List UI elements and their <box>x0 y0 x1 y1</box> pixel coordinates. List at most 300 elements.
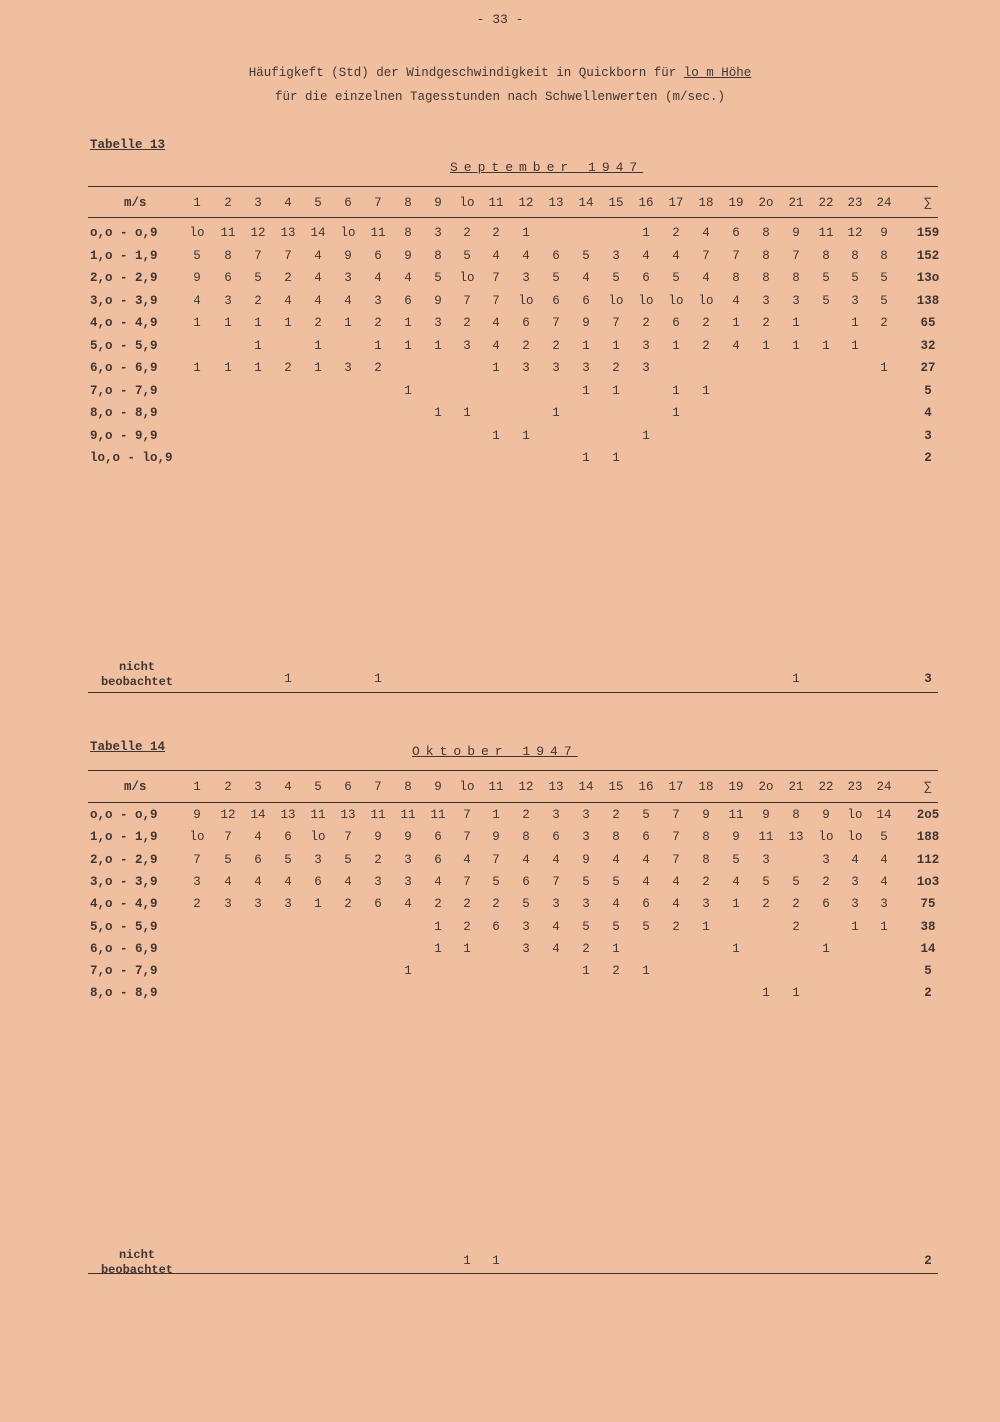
row-sum-cell: 2 <box>924 986 932 1000</box>
table-cell: 2 <box>612 361 620 375</box>
heading-height-emphasis: lo m Höhe <box>683 66 752 80</box>
row-sum-cell: 75 <box>920 897 936 911</box>
table-cell: 3 <box>642 361 650 375</box>
table-cell: 2 <box>880 316 888 330</box>
speed-class-label: 5,o - 5,9 <box>90 920 158 934</box>
table-cell: 8 <box>822 249 830 263</box>
table-cell: 1 <box>642 429 650 443</box>
table-cell: 14 <box>876 808 892 822</box>
page-number: - 33 - <box>476 12 524 27</box>
table-cell: 1 <box>642 964 650 978</box>
table-cell: 1 <box>612 339 620 353</box>
row-sum-cell: 152 <box>916 249 940 263</box>
table-cell: 13 <box>280 808 296 822</box>
table-cell: 9 <box>492 830 500 844</box>
table-cell: 4 <box>314 249 322 263</box>
speed-class-label: 7,o - 7,9 <box>90 384 158 398</box>
table-cell: 3 <box>642 339 650 353</box>
table-cell: 5 <box>492 875 500 889</box>
table-cell: 1 <box>522 226 530 240</box>
table-cell: 1 <box>642 226 650 240</box>
table-cell: lo <box>608 294 624 308</box>
hour-column-header: 18 <box>698 780 714 794</box>
table-cell: 1 <box>582 339 590 353</box>
hour-column-header: 19 <box>728 196 744 210</box>
hour-column-header: 14 <box>578 196 594 210</box>
table-cell: 1 <box>762 339 770 353</box>
table-cell: 2 <box>672 226 680 240</box>
table-cell: 2 <box>463 897 471 911</box>
table-cell: 1 <box>254 316 262 330</box>
table-cell: 1 <box>612 451 620 465</box>
table-cell: 4 <box>880 875 888 889</box>
table-cell: 2 <box>702 339 710 353</box>
table-cell: 4 <box>672 249 680 263</box>
table-cell: lo <box>818 830 834 844</box>
hour-column-header: 14 <box>578 780 594 794</box>
table-cell: 1 <box>463 942 471 956</box>
table-cell: 1 <box>193 316 201 330</box>
table-cell: 3 <box>552 808 560 822</box>
table-cell: 1 <box>851 920 859 934</box>
table-cell: 3 <box>822 853 830 867</box>
table-cell: 3 <box>522 920 530 934</box>
table-cell: 1 <box>374 339 382 353</box>
table-cell: 8 <box>612 830 620 844</box>
table-cell: 2 <box>463 226 471 240</box>
table-cell: 4 <box>552 920 560 934</box>
hour-column-header: 7 <box>374 196 382 210</box>
table-cell: 2 <box>284 271 292 285</box>
not-observed-cell: 1 <box>374 672 382 686</box>
table-13-top-rule <box>88 186 938 187</box>
table-cell: 1 <box>880 920 888 934</box>
hour-column-header: 24 <box>876 196 892 210</box>
table-cell: 4 <box>404 271 412 285</box>
table-cell: 4 <box>552 942 560 956</box>
table-cell: 11 <box>310 808 326 822</box>
table-cell: 2 <box>374 853 382 867</box>
table-cell: 1 <box>434 920 442 934</box>
table-cell: 2 <box>254 294 262 308</box>
table-cell: 5 <box>642 808 650 822</box>
table-cell: 1 <box>612 942 620 956</box>
table-cell: 9 <box>822 808 830 822</box>
table-cell: 7 <box>672 808 680 822</box>
table-cell: 9 <box>792 226 800 240</box>
table-cell: 4 <box>851 853 859 867</box>
row-sum-cell: 13o <box>916 271 940 285</box>
table-cell: 2 <box>672 920 680 934</box>
not-observed-cell: 1 <box>463 1254 471 1268</box>
table-cell: 8 <box>762 226 770 240</box>
not-observed-label-line-2: beobachtet <box>100 1263 173 1277</box>
table-cell: 3 <box>582 808 590 822</box>
table-cell: 1 <box>492 361 500 375</box>
table-cell: 9 <box>344 249 352 263</box>
hour-column-header: 8 <box>404 196 412 210</box>
table-cell: 2 <box>612 808 620 822</box>
not-observed-label <box>92 660 182 690</box>
table-cell: 4 <box>284 294 292 308</box>
heading-line-1-text: Häufigkeft (Std) der Windgeschwindigkeit in Quickborn für <box>248 66 677 80</box>
table-cell: 8 <box>762 271 770 285</box>
table-cell: lo <box>668 294 684 308</box>
hour-column-header: 11 <box>488 196 504 210</box>
table-cell: 1 <box>672 406 680 420</box>
table-cell: 4 <box>434 875 442 889</box>
table-cell: 1 <box>792 986 800 1000</box>
table-cell: 2 <box>374 361 382 375</box>
table-cell: 3 <box>522 271 530 285</box>
row-sum-cell: 2 <box>924 451 932 465</box>
table-cell: 5 <box>612 875 620 889</box>
table-13-month: September 1947 <box>450 160 644 175</box>
table-cell: 8 <box>880 249 888 263</box>
table-13-header-rule <box>88 217 938 218</box>
table-cell: 11 <box>370 808 386 822</box>
hour-column-header: 6 <box>344 780 352 794</box>
table-cell: 4 <box>612 853 620 867</box>
table-cell: 9 <box>732 830 740 844</box>
hour-column-header: 4 <box>284 196 292 210</box>
table-cell: 1 <box>822 942 830 956</box>
table-cell: 2 <box>284 361 292 375</box>
table-cell: 5 <box>822 271 830 285</box>
table-cell: 6 <box>434 853 442 867</box>
table-cell: 7 <box>344 830 352 844</box>
table-cell: 11 <box>430 808 446 822</box>
table-cell: 1 <box>672 339 680 353</box>
hour-column-header: 3 <box>254 780 262 794</box>
table-cell: 5 <box>522 897 530 911</box>
speed-class-label: 7,o - 7,9 <box>90 964 158 978</box>
hour-column-header: 1 <box>193 780 201 794</box>
table-cell: 9 <box>880 226 888 240</box>
table-cell: 6 <box>254 853 262 867</box>
table-cell: 8 <box>522 830 530 844</box>
table-cell: 7 <box>612 316 620 330</box>
table-cell: 11 <box>220 226 236 240</box>
row-sum-cell: 188 <box>916 830 940 844</box>
speed-class-label: 8,o - 8,9 <box>90 406 158 420</box>
table-cell: 1 <box>314 897 322 911</box>
speed-class-label: 6,o - 6,9 <box>90 942 158 956</box>
table-cell: 4 <box>672 875 680 889</box>
table-cell: 5 <box>254 271 262 285</box>
table-cell: 1 <box>612 384 620 398</box>
table-cell: 9 <box>434 294 442 308</box>
table-cell: 6 <box>374 897 382 911</box>
table-cell: lo <box>189 830 205 844</box>
table-cell: 5 <box>582 249 590 263</box>
table-cell: 11 <box>818 226 834 240</box>
table-cell: 4 <box>344 875 352 889</box>
table-cell: 3 <box>612 249 620 263</box>
hour-column-header: 3 <box>254 196 262 210</box>
table-cell: 1 <box>254 361 262 375</box>
table-cell: 5 <box>822 294 830 308</box>
speed-class-label: 6,o - 6,9 <box>90 361 158 375</box>
table-cell: 9 <box>404 249 412 263</box>
table-cell: 7 <box>792 249 800 263</box>
table-cell: 2 <box>463 920 471 934</box>
table-13-label: Tabelle 13 <box>90 138 166 152</box>
hour-column-header: 11 <box>488 780 504 794</box>
table-cell: 9 <box>193 808 201 822</box>
table-cell: 5 <box>344 853 352 867</box>
table-cell: 1 <box>522 429 530 443</box>
speed-class-label: 8,o - 8,9 <box>90 986 158 1000</box>
table-cell: 7 <box>492 853 500 867</box>
table-14-label: Tabelle 14 <box>90 740 166 754</box>
not-observed-cell: 1 <box>284 672 292 686</box>
hour-column-header: 22 <box>818 196 834 210</box>
heading-line-2: für die einzelnen Tagesstunden nach Schwellenwerten (m/sec.) <box>274 90 726 104</box>
table-cell: 6 <box>492 920 500 934</box>
table-cell: 2 <box>612 964 620 978</box>
speed-class-label: 1,o - 1,9 <box>90 249 158 263</box>
table-cell: 2 <box>522 339 530 353</box>
table-cell: 1 <box>254 339 262 353</box>
hour-column-header: 5 <box>314 780 322 794</box>
table-cell: 8 <box>434 249 442 263</box>
table-cell: 11 <box>370 226 386 240</box>
table-cell: 7 <box>492 271 500 285</box>
table-cell: 3 <box>762 294 770 308</box>
table-cell: 3 <box>792 294 800 308</box>
table-cell: 9 <box>374 830 382 844</box>
table-cell: lo <box>847 808 863 822</box>
table-cell: 13 <box>788 830 804 844</box>
table-cell: 1 <box>702 920 710 934</box>
table-cell: lo <box>340 226 356 240</box>
table-cell: 1 <box>404 964 412 978</box>
table-14-bottom-rule <box>88 1273 938 1274</box>
table-cell: 2 <box>792 897 800 911</box>
table-cell: 7 <box>193 853 201 867</box>
table-cell: 2 <box>762 316 770 330</box>
hour-column-header: 17 <box>668 780 684 794</box>
table-cell: 2 <box>434 897 442 911</box>
table-cell: 7 <box>254 249 262 263</box>
hour-column-header: 1 <box>193 196 201 210</box>
table-14-header-rule <box>88 802 938 803</box>
table-cell: 3 <box>762 853 770 867</box>
hour-column-header: 9 <box>434 196 442 210</box>
speed-class-label: 1,o - 1,9 <box>90 830 158 844</box>
speed-class-label: 2,o - 2,9 <box>90 853 158 867</box>
table-cell: 9 <box>702 808 710 822</box>
table-cell: 1 <box>404 316 412 330</box>
table-cell: 3 <box>404 875 412 889</box>
table-cell: 1 <box>851 316 859 330</box>
table-cell: 4 <box>672 897 680 911</box>
table-cell: 4 <box>702 226 710 240</box>
hour-column-header: 2 <box>224 780 232 794</box>
table-cell: 4 <box>404 897 412 911</box>
table-cell: 3 <box>344 361 352 375</box>
table-cell: 3 <box>702 897 710 911</box>
table-cell: 11 <box>400 808 416 822</box>
table-cell: 3 <box>314 853 322 867</box>
table-cell: 3 <box>404 853 412 867</box>
hour-column-header: 19 <box>728 780 744 794</box>
table-cell: 4 <box>254 830 262 844</box>
not-observed-label-line-1: nicht <box>118 660 155 674</box>
table-cell: 7 <box>732 249 740 263</box>
table-cell: 1 <box>702 384 710 398</box>
table-14-top-rule <box>88 770 938 771</box>
table-cell: 4 <box>612 897 620 911</box>
row-sum-cell: 2o5 <box>916 808 940 822</box>
table-cell: 5 <box>792 875 800 889</box>
table-cell: 2 <box>374 316 382 330</box>
table-cell: 12 <box>220 808 236 822</box>
table-cell: 5 <box>732 853 740 867</box>
table-cell: lo <box>310 830 326 844</box>
table-cell: 9 <box>582 853 590 867</box>
table-cell: 9 <box>193 271 201 285</box>
table-cell: 4 <box>374 271 382 285</box>
hour-column-header: 23 <box>847 196 863 210</box>
hour-column-header: 22 <box>818 780 834 794</box>
row-sum-cell: 4 <box>924 406 932 420</box>
table-cell: lo <box>518 294 534 308</box>
table-cell: 11 <box>728 808 744 822</box>
table-cell: 3 <box>434 226 442 240</box>
table-cell: 2 <box>492 226 500 240</box>
hour-column-header: 21 <box>788 780 804 794</box>
hour-column-header: 21 <box>788 196 804 210</box>
table-cell: 8 <box>702 830 710 844</box>
table-cell: 4 <box>732 294 740 308</box>
sum-column-header: ∑ <box>924 196 932 210</box>
table-cell: 1 <box>344 316 352 330</box>
table-cell: 3 <box>254 897 262 911</box>
table-cell: 3 <box>224 897 232 911</box>
table-cell: 2 <box>582 942 590 956</box>
hour-column-header: 6 <box>344 196 352 210</box>
table-cell: 8 <box>702 853 710 867</box>
table-cell: 6 <box>822 897 830 911</box>
table-cell: 2 <box>822 875 830 889</box>
table-cell: 1 <box>492 808 500 822</box>
table-cell: 3 <box>224 294 232 308</box>
not-observed-label-line-2: beobachtet <box>100 675 173 689</box>
table-cell: 1 <box>762 986 770 1000</box>
table-cell: lo <box>698 294 714 308</box>
table-cell: 2 <box>193 897 201 911</box>
speed-class-label: 3,o - 3,9 <box>90 294 158 308</box>
table-cell: 5 <box>880 830 888 844</box>
table-cell: 5 <box>762 875 770 889</box>
not-observed-cell: 1 <box>492 1254 500 1268</box>
table-cell: 1 <box>732 897 740 911</box>
unit-header: m/s <box>124 780 147 794</box>
table-cell: 7 <box>672 853 680 867</box>
table-cell: 6 <box>374 249 382 263</box>
row-sum-cell: 14 <box>920 942 936 956</box>
table-cell: lo <box>189 226 205 240</box>
table-cell: 5 <box>582 875 590 889</box>
table-cell: 2 <box>552 339 560 353</box>
table-cell: 2 <box>522 808 530 822</box>
table-cell: 6 <box>522 316 530 330</box>
table-cell: 3 <box>851 897 859 911</box>
table-cell: 2 <box>314 316 322 330</box>
table-cell: 6 <box>672 316 680 330</box>
table-cell: 8 <box>762 249 770 263</box>
table-cell: 1 <box>552 406 560 420</box>
table-cell: 3 <box>344 271 352 285</box>
table-cell: 6 <box>284 830 292 844</box>
speed-class-label: lo,o - lo,9 <box>90 451 173 465</box>
table-cell: 1 <box>193 361 201 375</box>
table-cell: 3 <box>851 875 859 889</box>
hour-column-header: 15 <box>608 780 624 794</box>
table-cell: 4 <box>642 875 650 889</box>
hour-column-header: 2 <box>224 196 232 210</box>
table-cell: 3 <box>582 830 590 844</box>
table-14-month: Oktober 1947 <box>412 744 578 759</box>
row-sum-cell: 159 <box>916 226 940 240</box>
table-cell: 2 <box>463 316 471 330</box>
table-cell: lo <box>847 830 863 844</box>
row-sum-cell: 32 <box>920 339 936 353</box>
heading-line-1 <box>0 66 1000 80</box>
hour-column-header: 23 <box>847 780 863 794</box>
speed-class-label: 5,o - 5,9 <box>90 339 158 353</box>
not-observed-sum: 2 <box>924 1254 932 1268</box>
table-cell: 2 <box>792 920 800 934</box>
table-cell: 1 <box>434 406 442 420</box>
table-cell: 4 <box>702 271 710 285</box>
table-cell: 3 <box>374 875 382 889</box>
table-cell: 4 <box>193 294 201 308</box>
table-cell: 4 <box>552 853 560 867</box>
table-cell: 3 <box>880 897 888 911</box>
table-13-bottom-rule <box>88 692 938 693</box>
table-cell: 8 <box>792 808 800 822</box>
speed-class-label: 9,o - 9,9 <box>90 429 158 443</box>
hour-column-header: 24 <box>876 780 892 794</box>
table-cell: 1 <box>732 316 740 330</box>
table-cell: 4 <box>642 853 650 867</box>
table-cell: 7 <box>552 316 560 330</box>
table-cell: 3 <box>193 875 201 889</box>
table-cell: 11 <box>758 830 774 844</box>
table-cell: 1 <box>851 339 859 353</box>
table-cell: 6 <box>434 830 442 844</box>
table-cell: 12 <box>250 226 266 240</box>
hour-column-header: 2o <box>758 780 774 794</box>
table-cell: 1 <box>404 339 412 353</box>
table-cell: 1 <box>822 339 830 353</box>
hour-column-header: lo <box>459 780 475 794</box>
not-observed-sum: 3 <box>924 672 932 686</box>
table-cell: 13 <box>340 808 356 822</box>
speed-class-label: 4,o - 4,9 <box>90 897 158 911</box>
table-cell: 7 <box>224 830 232 844</box>
table-cell: 1 <box>582 964 590 978</box>
table-cell: 5 <box>582 920 590 934</box>
table-cell: 2 <box>642 316 650 330</box>
table-cell: 8 <box>732 271 740 285</box>
table-cell: 4 <box>732 875 740 889</box>
table-cell: 13 <box>280 226 296 240</box>
table-cell: 5 <box>284 853 292 867</box>
